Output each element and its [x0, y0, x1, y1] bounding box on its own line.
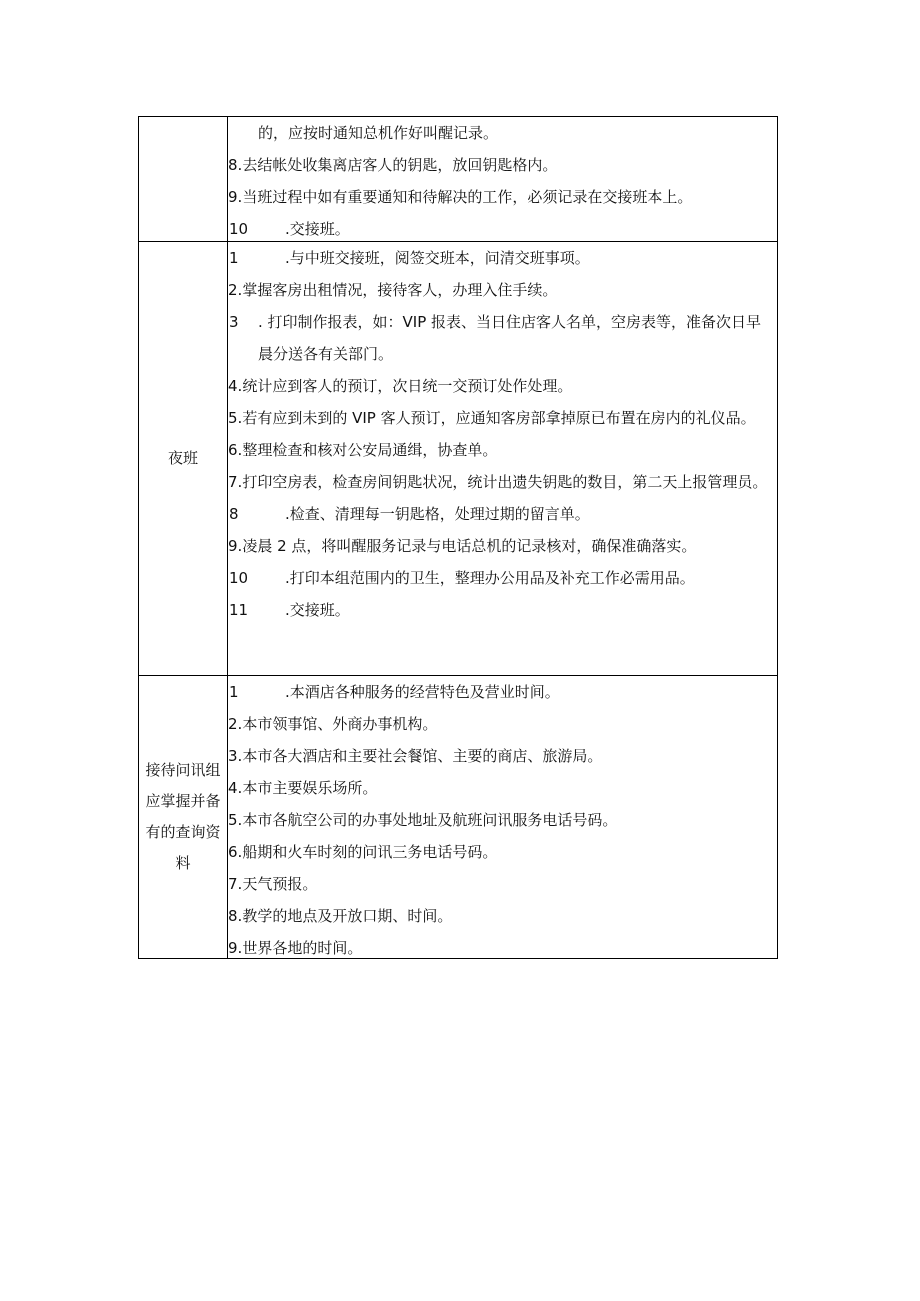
item-number: 9 [228, 939, 238, 957]
item-number: 6 [228, 843, 238, 861]
item-number: 4 [228, 779, 238, 797]
item-text: .世界各地的时间。 [237, 939, 363, 957]
list-item [228, 804, 777, 836]
list-item [228, 594, 777, 626]
row-items [228, 242, 778, 676]
list-item: 的，应按时通知总机作好叫醒记录。 [258, 124, 499, 142]
list-item [228, 740, 777, 772]
item-text: .检查、清理每一钥匙格，处理过期的留言单。 [285, 505, 590, 523]
item-text: .若有应到未到的 VIP 客人预订，应通知客房部拿掉原已布置在房内的礼仪品。 [237, 409, 756, 427]
item-text: .当班过程中如有重要通知和待解决的工作，必须记录在交接班本上。 [237, 188, 693, 206]
item-text: .教学的地点及开放口期、时间。 [237, 907, 453, 925]
item-text: .掌握客房出租情况，接待客人，办理入住手续。 [237, 281, 558, 299]
item-text: . 打印制作报表，如：VIP 报表、当日住店客人名单，空房表等，准备次日早晨分送各有关部门。 [258, 313, 762, 363]
item-text: .船期和火车时刻的问讯三务电话号码。 [237, 843, 498, 861]
list-item [228, 868, 777, 900]
list-item [228, 402, 777, 434]
list-item [228, 932, 777, 958]
item-number: 7 [228, 875, 238, 893]
list-item [228, 466, 777, 498]
item-text: .统计应到客人的预订，次日统一交预订处作处理。 [237, 377, 573, 395]
list-item [228, 836, 777, 868]
item-number: 4 [228, 377, 238, 395]
row-label [139, 117, 228, 242]
list-item [228, 242, 777, 274]
item-number: 11 [229, 601, 249, 619]
list-item [228, 213, 777, 241]
item-number: 8 [228, 907, 238, 925]
item-text: .本市各航空公司的办事处地址及航班问讯服务电话号码。 [237, 811, 618, 829]
table-row [139, 676, 778, 959]
item-number: 6 [228, 441, 238, 459]
list-item [228, 306, 777, 370]
row-items [228, 676, 778, 959]
list-item [228, 498, 777, 530]
list-item [228, 181, 777, 213]
list-item [228, 562, 777, 594]
list-item [228, 676, 777, 708]
list-item [228, 772, 777, 804]
row-label: 夜班 [139, 242, 228, 676]
list-item [228, 274, 777, 306]
table-row [139, 242, 778, 676]
row-label-line: 接待问讯组 [145, 761, 221, 779]
item-text: .天气预报。 [237, 875, 318, 893]
list-item [228, 530, 777, 562]
item-number: 9 [228, 188, 238, 206]
list-item [228, 434, 777, 466]
item-number: 2 [228, 715, 238, 733]
item-text: .与中班交接班，阅签交班本，问清交班事项。 [285, 249, 590, 267]
item-number: 1 [229, 249, 239, 267]
item-text: .打印本组范围内的卫生，整理办公用品及补充工作必需用品。 [285, 569, 695, 587]
row-label [139, 676, 228, 959]
list-item [228, 370, 777, 402]
item-number: 7 [228, 473, 238, 491]
table-row [139, 117, 778, 242]
item-text: .凌晨 2 点，将叫醒服务记录与电话总机的记录核对，确保准确落实。 [237, 537, 697, 555]
item-number: 8 [228, 156, 238, 174]
list-item [228, 149, 777, 181]
item-text: .本酒店各种服务的经营特色及营业时间。 [285, 683, 560, 701]
item-number: 8 [229, 505, 239, 523]
item-text: .本市领事馆、外商办事机构。 [237, 715, 438, 733]
item-number: 3 [229, 313, 239, 331]
item-number: 2 [228, 281, 238, 299]
row-label-line: 有的查询资 [145, 823, 221, 841]
item-text: .本市各大酒店和主要社会餐馆、主要的商店、旅游局。 [237, 747, 603, 765]
item-number: 10 [229, 569, 249, 587]
item-text: .交接班。 [285, 601, 350, 619]
item-number: 5 [228, 409, 238, 427]
row-items [228, 117, 778, 242]
list-item [228, 900, 777, 932]
row-label-line: 应掌握并备 [145, 792, 221, 810]
item-number: 1 [229, 683, 239, 701]
item-text: .本市主要娱乐场所。 [237, 779, 378, 797]
item-number: 5 [228, 811, 238, 829]
item-text: .交接班。 [285, 220, 350, 238]
list-item [228, 708, 777, 740]
duty-table [138, 116, 778, 959]
item-number: 10 [229, 220, 249, 238]
item-number: 9 [228, 537, 238, 555]
item-number: 3 [228, 747, 238, 765]
row-label-line: 料 [175, 854, 191, 872]
item-text: .去结帐处收集离店客人的钥匙，放回钥匙格内。 [237, 156, 558, 174]
item-text: .打印空房表，检查房间钥匙状况，统计出遗失钥匙的数目，第二天上报管理员。 [237, 473, 768, 491]
item-text: .整理检查和核对公安局通缉，协查单。 [237, 441, 498, 459]
